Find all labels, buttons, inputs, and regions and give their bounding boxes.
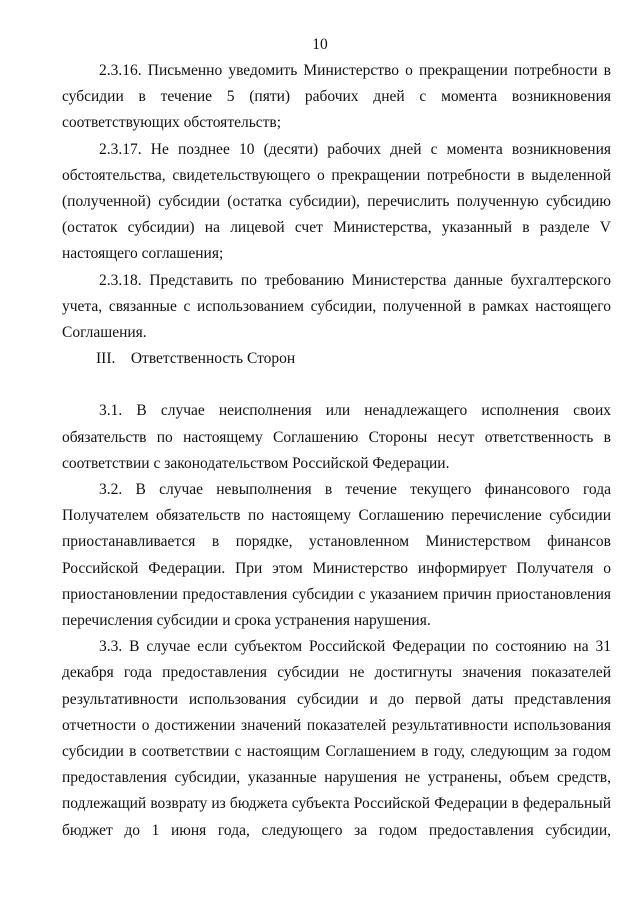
paragraph-2-3-18: 2.3.18. Представить по требованию Министерства данные бухгалтерского учета, связанные с использованием субсидии, полученной в рамках настоящего Соглашения. [62, 271, 611, 342]
paragraph-2-3-17: 2.3.17. Не позднее 10 (десяти) рабочих дней с момента возникновения обстоятельства, свидетельствующего о прекращении потребности в выделенной (полученной) субсидии (остатка субсидии), перечислить полученную субсидию (остаток субсидии) на лицевой счет Министерства, указанный в разделе V настоящего соглашения; [62, 140, 611, 263]
page-number: 10 [312, 36, 328, 53]
paragraph-2-3-16: 2.3.16. Письменно уведомить Министерство о прекращении потребности в субсидии в течение 5 (пяти) рабочих дней с момента возникновения соответствующих обстоятельств; [62, 62, 611, 132]
paragraph-3-3: 3.3. В случае если субъектом Российской Федерации по состоянию на 31 декабря года предоставления субсидии не достигнуты значения показателей результативности использования субсидии и до первой даты представления отчетности о достижении значений показателей результативности использования субсидии в соответствии с настоящим Соглашением в году, следующим за годом предоставления субсидии, указанные нарушения не устранены, объем средств, подлежащий возврату из бюджета субъекта Российской Федерации в федеральный бюджет до 1 июня года, следующего за годом предоставления субсидии, [62, 638, 611, 839]
section-spacer [62, 372, 611, 398]
paragraph-3-1: 3.1. В случае неисполнения или ненадлежащего исполнения своих обязательств по настоящему Соглашению Стороны несут ответственность в соответствии с законодательством Российской Федерации. [62, 402, 611, 472]
document-body [62, 58, 611, 844]
paragraph-3-2: 3.2. В случае невыполнения в течение текущего финансового года Получателем обязательств по настоящему Соглашению перечисление субсидии приостанавливается в порядке, установленном Министерством финансов Российской Федерации. При этом Министерство информирует Получателя о приостановлении предоставления субсидии с указанием причин приостановления перечисления субсидии и срока устранения нарушения. [62, 481, 611, 630]
section-heading: III. Ответственность Сторон [96, 350, 296, 368]
